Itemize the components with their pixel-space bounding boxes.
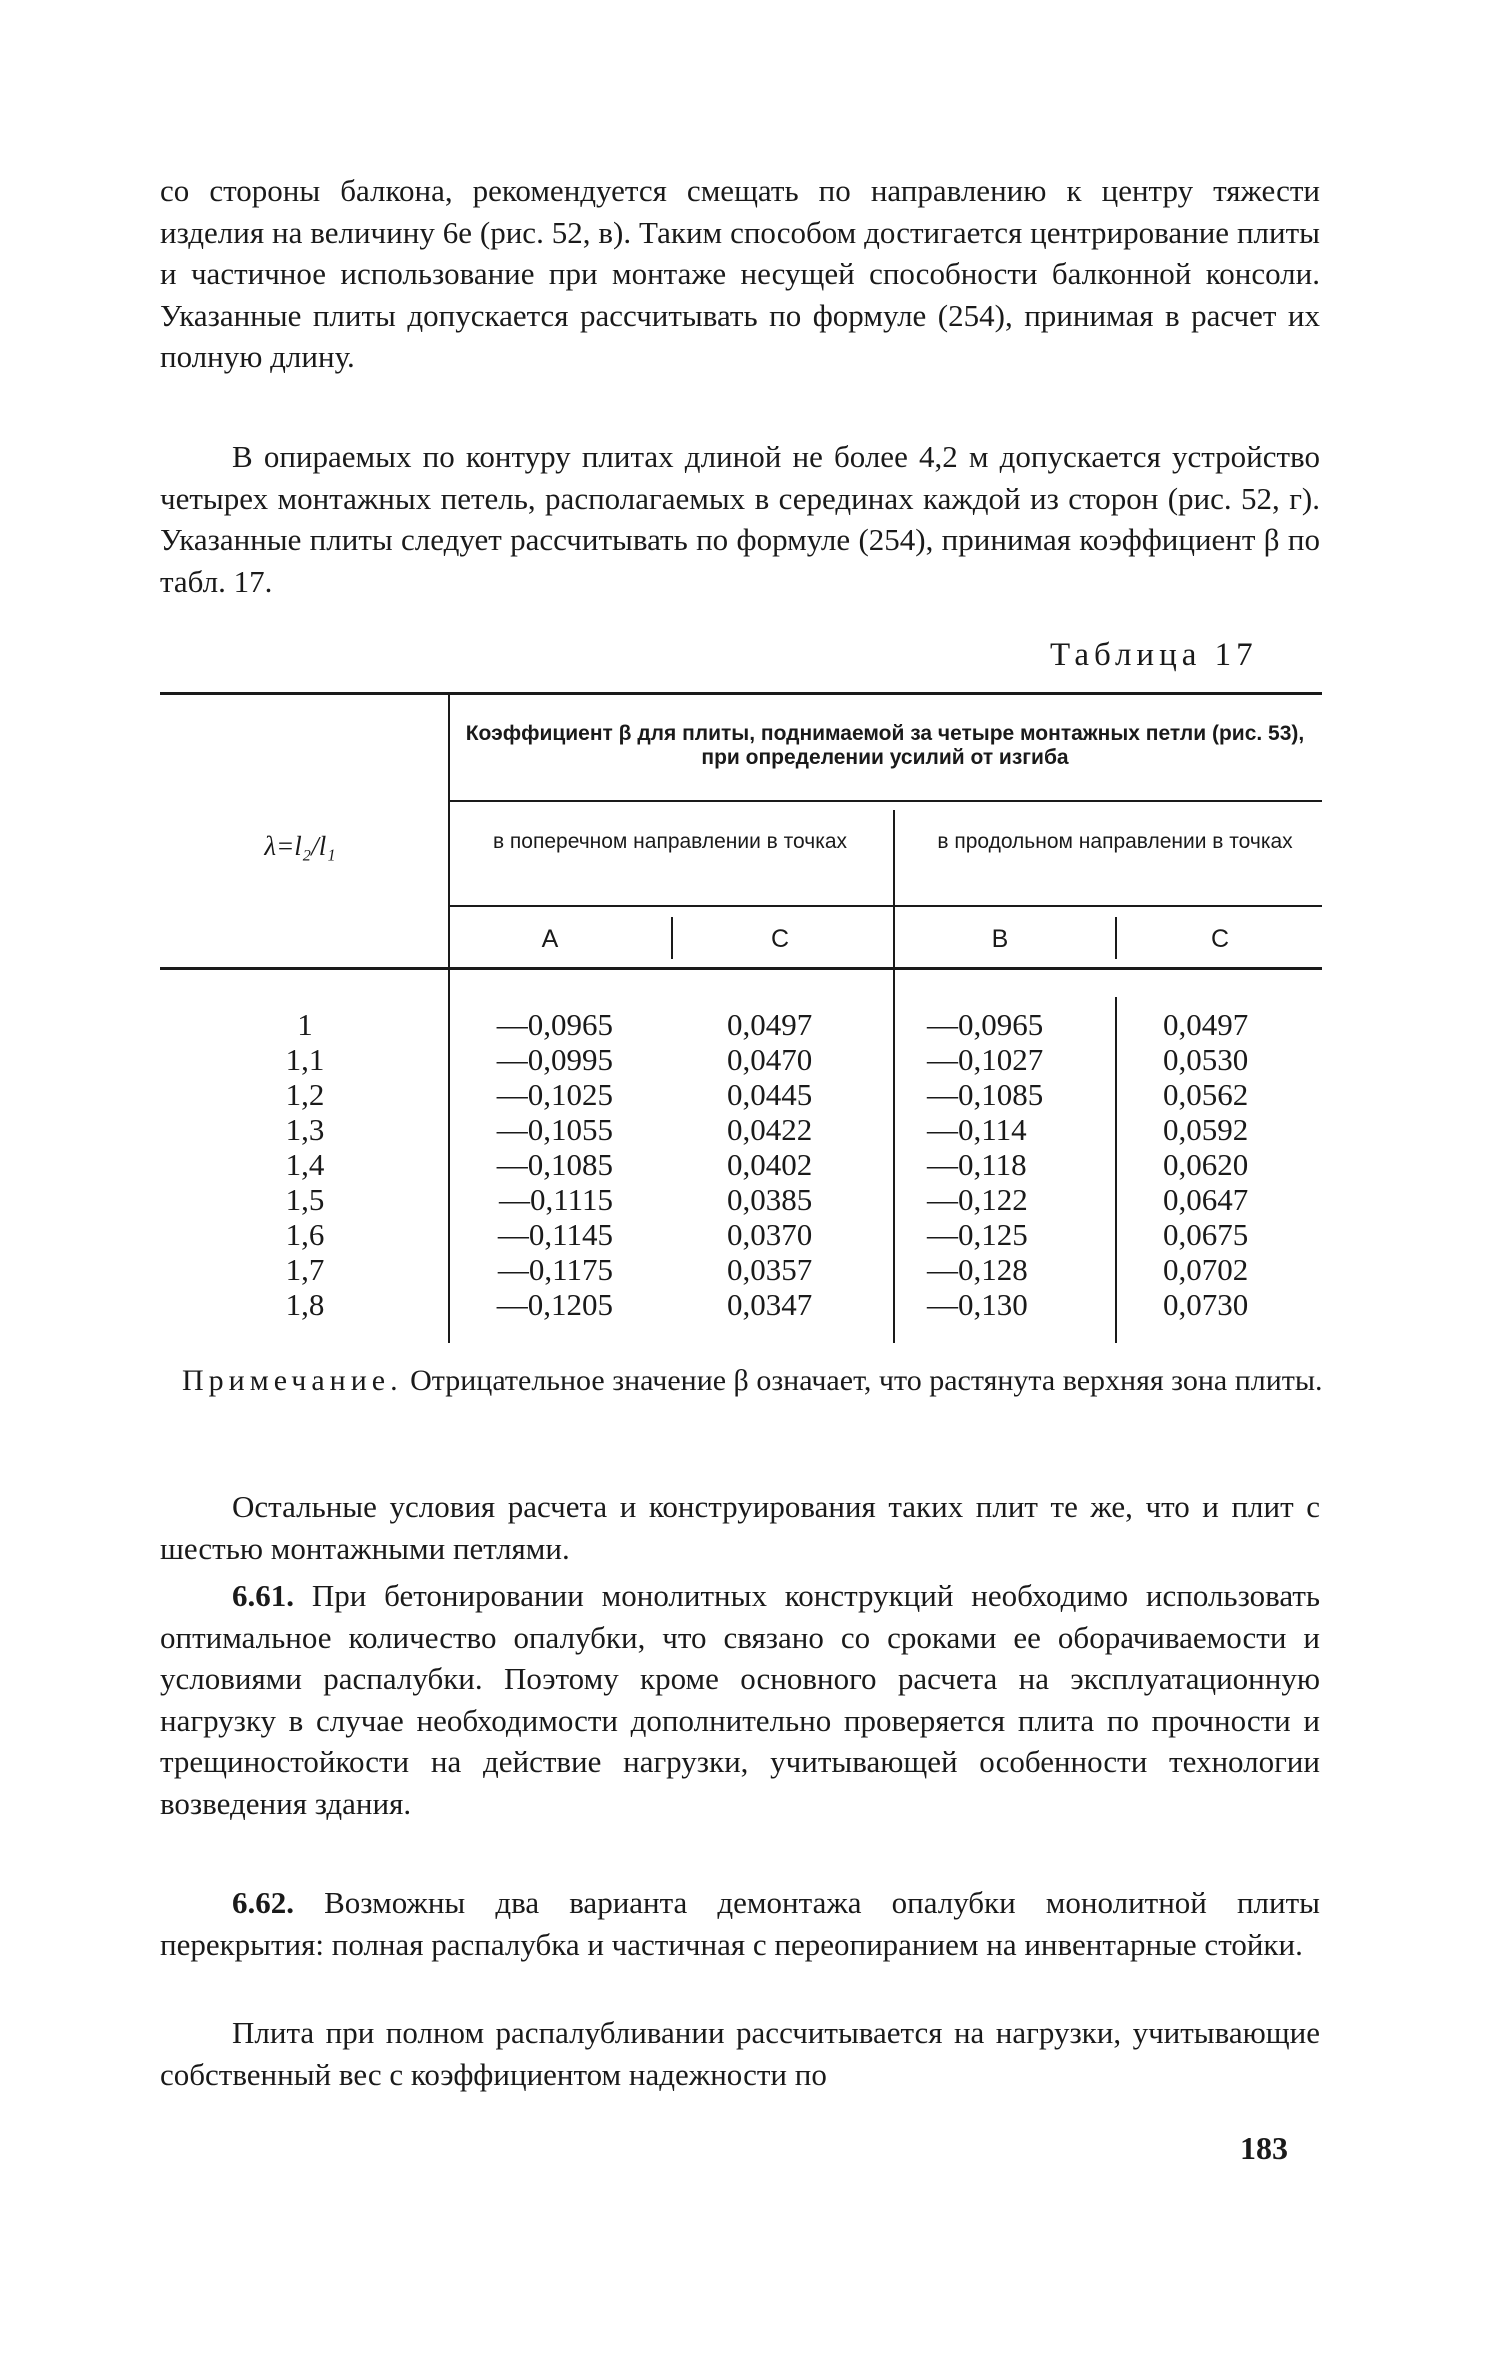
table-cell: —0,0995 [496,1042,613,1077]
header-bottom-rule [160,967,1322,970]
transverse-c-column [727,1007,857,1322]
header-rule-1 [450,800,1322,802]
table-cell: 0,0675 [1163,1217,1249,1252]
table-cell: —0,1205 [496,1287,613,1322]
table-cell: 0,0347 [727,1287,813,1322]
table-cell: —0,1115 [499,1182,613,1217]
table-top-rule [160,692,1322,695]
table-cell: —0,1025 [496,1077,613,1112]
table-cell: —0,125 [927,1217,1028,1252]
header-rule-2 [450,905,1322,907]
table-cell: 0,0730 [1163,1287,1249,1322]
page-number: 183 [1240,2130,1288,2166]
paragraph-2: В опираемых по контуру плитах длиной не более 4,2 м допускается устройство четырех монтажных петель, располагаемых в серединах каждой из сторон (рис. 52, г). Указанные плиты следует рассчитывать по формуле (254), принимая коэффициент β по табл. 17. [160,439,1320,599]
table-cell: —0,1145 [497,1217,613,1252]
table-cell: 1,6 [285,1217,325,1252]
lambda-column [275,1007,335,1322]
table-cell: 0,0562 [1163,1077,1249,1112]
table-cell: 1 [297,1007,313,1042]
table-vrule-4 [1115,917,1117,959]
table-cell: 0,0370 [727,1217,813,1252]
paragraph-block-6 [160,2012,1320,2095]
table-cell: —0,0965 [927,1007,1044,1042]
table-cell: —0,1055 [496,1112,613,1147]
column-b-header: В [991,925,1009,953]
table-cell: 1,1 [285,1042,325,1077]
table-cell: —0,118 [927,1147,1027,1182]
column-c1-header: С [770,925,790,953]
section-6-61 [160,1575,1320,1824]
table-cell: 1,8 [285,1287,325,1322]
section-number-6-61: 6.61. [232,1578,294,1613]
paragraph-6: Плита при полном распалубливании рассчитывается на нагрузки, учитывающие собственный вес с коэффициентом надежности по [160,2015,1320,2092]
table-cell: 0,0422 [727,1112,813,1147]
section-6-62 [160,1882,1320,1965]
paragraph-4: При бетонировании монолитных конструкций необходимо использовать оптимальное количество опалубки, что связано со сроками ее оборачиваемости и условиями распалубки. Поэтому кроме основного расчета на эксплуатационную нагрузку в случае необходимости дополнительно проверяется плита по прочности и трещиностойкости на действие нагрузки, учитывающей особенности технологии возведения здания. [160,1578,1321,1821]
column-c2-header: С [1210,925,1230,953]
table-cell: 0,0497 [1163,1007,1249,1042]
section-number-6-62: 6.62. [232,1885,294,1920]
transverse-a-column [483,1007,613,1322]
table-cell: 1,7 [285,1252,325,1287]
table-cell: 1,3 [285,1112,325,1147]
longitudinal-c-column [1163,1007,1293,1322]
table-cell: 0,0402 [727,1147,813,1182]
table-cell: 0,0620 [1163,1147,1249,1182]
table-cell: 0,0647 [1163,1182,1249,1217]
sub-header-transverse: в поперечном направлении в точках [492,830,848,853]
table-cell: —0,1085 [927,1077,1044,1112]
table-cell: 0,0470 [727,1042,813,1077]
table-cell: 1,5 [285,1182,325,1217]
table-caption: Таблица 17 [1050,637,1258,673]
main-header: Коэффициент β для плиты, поднимаемой за четыре монтажных петли (рис. 53), при определении усилий от изгиба [465,722,1305,769]
table-cell: —0,114 [927,1112,1027,1147]
table-vrule-3 [671,917,673,959]
paragraph-block-3 [160,1486,1320,1569]
table-cell: 0,0385 [727,1182,813,1217]
table-vrule-1 [448,692,450,1343]
table-cell: —0,1175 [497,1252,613,1287]
table-cell: 0,0702 [1163,1252,1249,1287]
note-text: Отрицательное значение β означает, что растянута верхняя зона плиты. [410,1364,1323,1397]
table-cell: 1,4 [285,1147,325,1182]
table-cell: 0,0530 [1163,1042,1249,1077]
table-cell: 0,0445 [727,1077,813,1112]
note-label: Примечание. [182,1364,403,1397]
paragraph-5: Возможны два варианта демонтажа опалубки монолитной плиты перекрытия: полная распалубка и частичная с переопиранием на инвентарные стойки. [160,1885,1320,1962]
column-a-header: А [541,925,559,953]
table-cell: —0,130 [927,1287,1028,1322]
lambda-header: λ=l₂/l₁ [264,831,336,861]
table-cell: —0,0965 [496,1007,613,1042]
table-cell: 0,0357 [727,1252,813,1287]
paragraph-1: со стороны балкона, рекомендуется смещать по направлению к центру тяжести изделия на величину 6е (рис. 52, в). Таким способом достигается центрирование плиты и частичное использование при монтаже несущей способности балконной консоли. Указанные плиты допускается рассчитывать по формуле (254), принимая в расчет их полную длину. [160,173,1320,374]
longitudinal-b-column [927,1007,1057,1322]
table-cell: —0,1027 [927,1042,1044,1077]
table-vrule-2 [893,810,895,1343]
table-note [182,1362,1324,1399]
table-vrule-5 [1115,997,1117,1343]
sub-header-longitudinal: в продольном направлении в точках [937,830,1293,853]
table-cell: 0,0592 [1163,1112,1249,1147]
coefficient-table [160,692,1322,1349]
paragraph-3: Остальные условия расчета и конструирования таких плит те же, что и плит с шестью монтажными петлями. [160,1489,1320,1566]
paragraph-block-2 [160,436,1320,602]
table-cell: 1,2 [285,1077,325,1112]
table-cell: 0,0497 [727,1007,813,1042]
paragraph-continuation [160,170,1320,378]
table-cell: —0,1085 [496,1147,613,1182]
table-cell: —0,122 [927,1182,1028,1217]
table-cell: —0,128 [927,1252,1028,1287]
